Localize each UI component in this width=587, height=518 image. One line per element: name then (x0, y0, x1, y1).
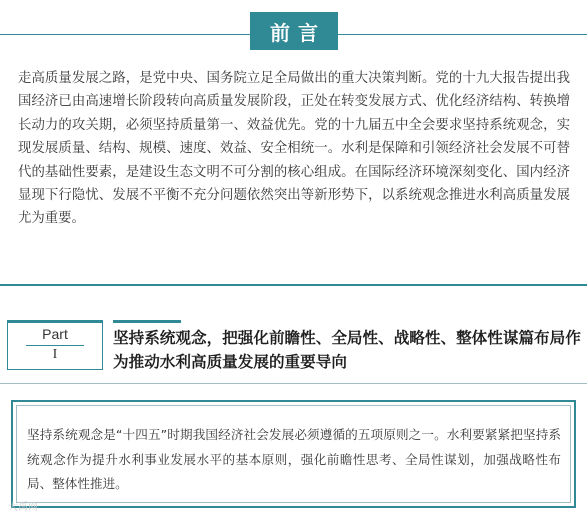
heading-divider (0, 383, 587, 384)
page-title: 前言 (250, 12, 338, 50)
part-number: I (52, 347, 58, 362)
quote-text: 坚持系统观念是“十四五”时期我国经济社会发展必须遵循的五项原则之一。水利要紧紧把坚持系统观念作为提升水利事业发展水平的基本原则，强化前瞻性思考、全局性谋划，加强战略性布局、整体性推进。 (27, 427, 561, 491)
part-badge (7, 320, 103, 370)
heading-accent-bar (113, 320, 181, 323)
title-rule-right (338, 34, 587, 35)
section-heading: 坚持系统观念，把强化前瞻性、全局性、战略性、整体性谋篇布局作为推动水利高质量发展的重要导向 (113, 329, 581, 371)
title-rule-left (0, 34, 250, 35)
part-label: Part (42, 326, 68, 342)
section-divider (0, 284, 587, 286)
watermark: 大禹网 (8, 502, 38, 513)
intro-paragraph: 走高质量发展之路，是党中央、国务院立足全局做出的重大决策判断。党的十九大报告提出我国经济已由高速增长阶段转向高质量发展阶段，正处在转变发展方式、优化经济结构、转换增长动力的攻关期，必须坚持质量第一、效益优先。党的十九届五中全会要求坚持系统观念，实现发展质量、结构、规模、速度、效益、安全相统一。水利是保障和引领经济社会发展不可替代的基础性要素，是建设生态文明不可分割的核心组成。在国际经济环境深刻变化、国内经济显现下行隐忧、发展不平衡不充分问题依然突出等新形势下，以系统观念推进水利高质量发展尤为重要。 (18, 71, 570, 227)
quote-box (11, 400, 576, 508)
part-badge-rule (26, 345, 84, 346)
